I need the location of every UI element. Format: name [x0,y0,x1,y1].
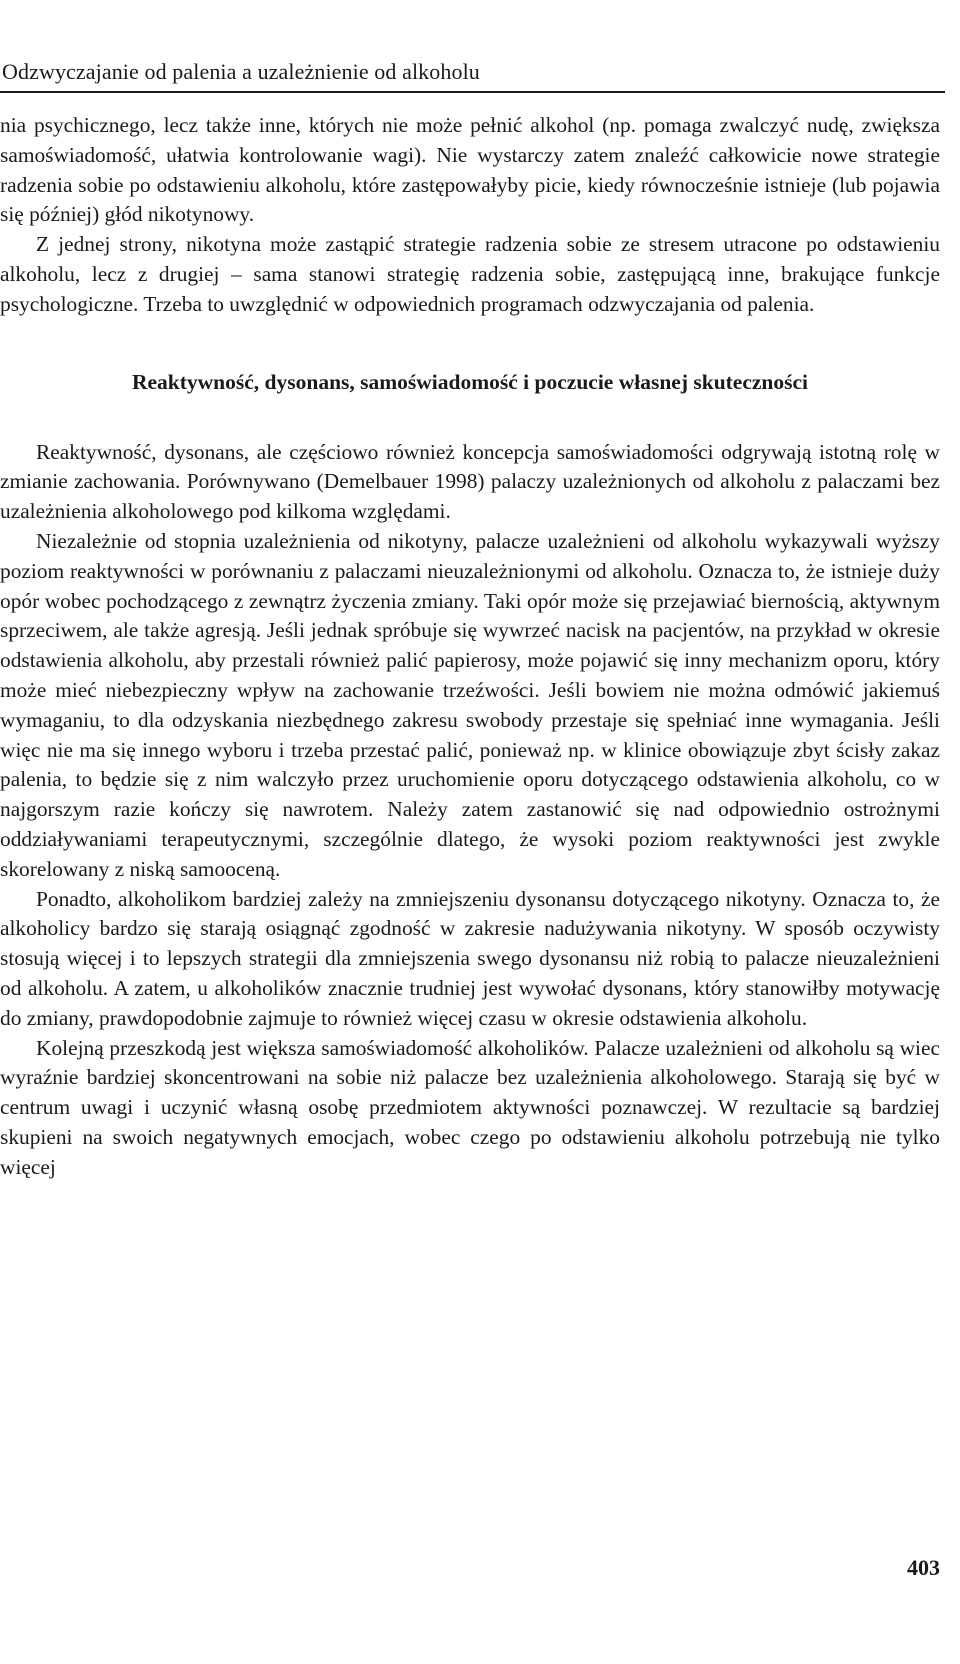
section-heading: Reaktywność, dysonans, samoświadomość i poczucie własnej skuteczności [131,369,809,394]
page-number: 403 [907,1555,940,1580]
paragraph: Kolejną przeszkodą jest większa samoświadomość alkoholików. Palacze uzależnieni od alkoholu są wiec wyraźnie bardziej skoncentrowani na sobie niż palacze bez uzależnienia alkoholowego. Starają się być w centrum uwagi i uczynić własną osobę przedmiotem aktywności poznawczej. W rezultacie są bardziej skupieni na swoich negatywnych emocjach, wobec czego po odstawieniu alkoholu potrzebują nie tylko więcej [0,1035,940,1179]
paragraph: Reaktywność, dysonans, ale częściowo również koncepcja samoświadomości odgrywają istotną rolę w zmianie zachowania. Porównywano (Demelbauer 1998) palaczy uzależnionych od alkoholu z palaczami bez uzależnienia alkoholowego pod kilkoma względami. [0,439,940,524]
paragraph: Niezależnie od stopnia uzależnienia od nikotyny, palacze uzależnieni od alkoholu wykazywali wyższy poziom reaktywności w porównaniu z palaczami nieuzależnionymi od alkoholu. Oznacza to, że istnieje duży opór wobec pochodzącego z zewnątrz życzenia zmiany. Taki opór może się przejawiać biernością, aktywnym sprzeciwem, ale także agresją. Jeśli jednak spróbuje się wywrzeć nacisk na pacjentów, na przykład w okresie odstawienia alkoholu, aby przestali również palić papierosy, może pojawić się inny mechanizm oporu, który może mieć niebezpieczny wpływ na zachowanie trzeźwości. Jeśli bowiem nie można odmówić jakiemuś wymaganiu, to dla odzyskania niezbędnego zakresu swobody przestaje się spełniać inne wymagania. Jeśli więc nie ma się innego wyboru i trzeba przestać palić, ponieważ np. w klinice obowiązuje zbyt ścisły zakaz palenia, to będzie się z nim walczyło przez uruchomienie oporu dotyczącego odstawienia alkoholu, co w najgorszym razie kończy się nawrotem. Należy zatem zastanowić się nad odpowiednio ostrożnymi oddziaływaniami terapeutycznymi, szczególnie dlatego, że wysoki poziom reaktywności jest zwykle skorelowany z niską samooceną. [0,528,940,881]
body-text [0,111,940,1183]
paragraph: Z jednej strony, nikotyna może zastąpić strategie radzenia sobie ze stresem utracone po odstawieniu alkoholu, lecz z drugiej – sama stanowi strategię radzenia sobie, zastępującą inne, brakujące funkcje psychologiczne. Trzeba to uwzględnić w odpowiednich programach odzwyczajania od palenia. [0,232,940,316]
paragraph-continued: nia psychicznego, lecz także inne, których nie może pełnić alkohol (np. pomaga zwalczyć nudę, zwiększa samoświadomość, ułatwia kontrolowanie wagi). Nie wystarczy zatem znaleźć całkowicie nowe strategie radzenia sobie po odstawieniu alkoholu, które zastępowałyby picie, kiedy równocześnie istnieje (lub pojawia się później) głód nikotynowy. [0,113,940,227]
running-header: Odzwyczajanie od palenia a uzależnienie od alkoholu [2,59,480,84]
header-rule [0,91,945,93]
paragraph: Ponadto, alkoholikom bardziej zależy na zmniejszeniu dysonansu dotyczącego nikotyny. Oznacza to, że alkoholicy bardzo się starają osiągnąć zgodność w zakresie nadużywania nikotyny. W sposób oczywisty stosują więcej i to lepszych strategii dla zmniejszenia swego dysonansu niż robią to palacze nieuzależnieni od alkoholu. A zatem, u alkoholików znacznie trudniej jest wywołać dysonans, który stanowiłby motywację do zmiany, prawdopodobnie zajmuje to również więcej czasu w okresie odstawienia alkoholu. [0,886,940,1030]
